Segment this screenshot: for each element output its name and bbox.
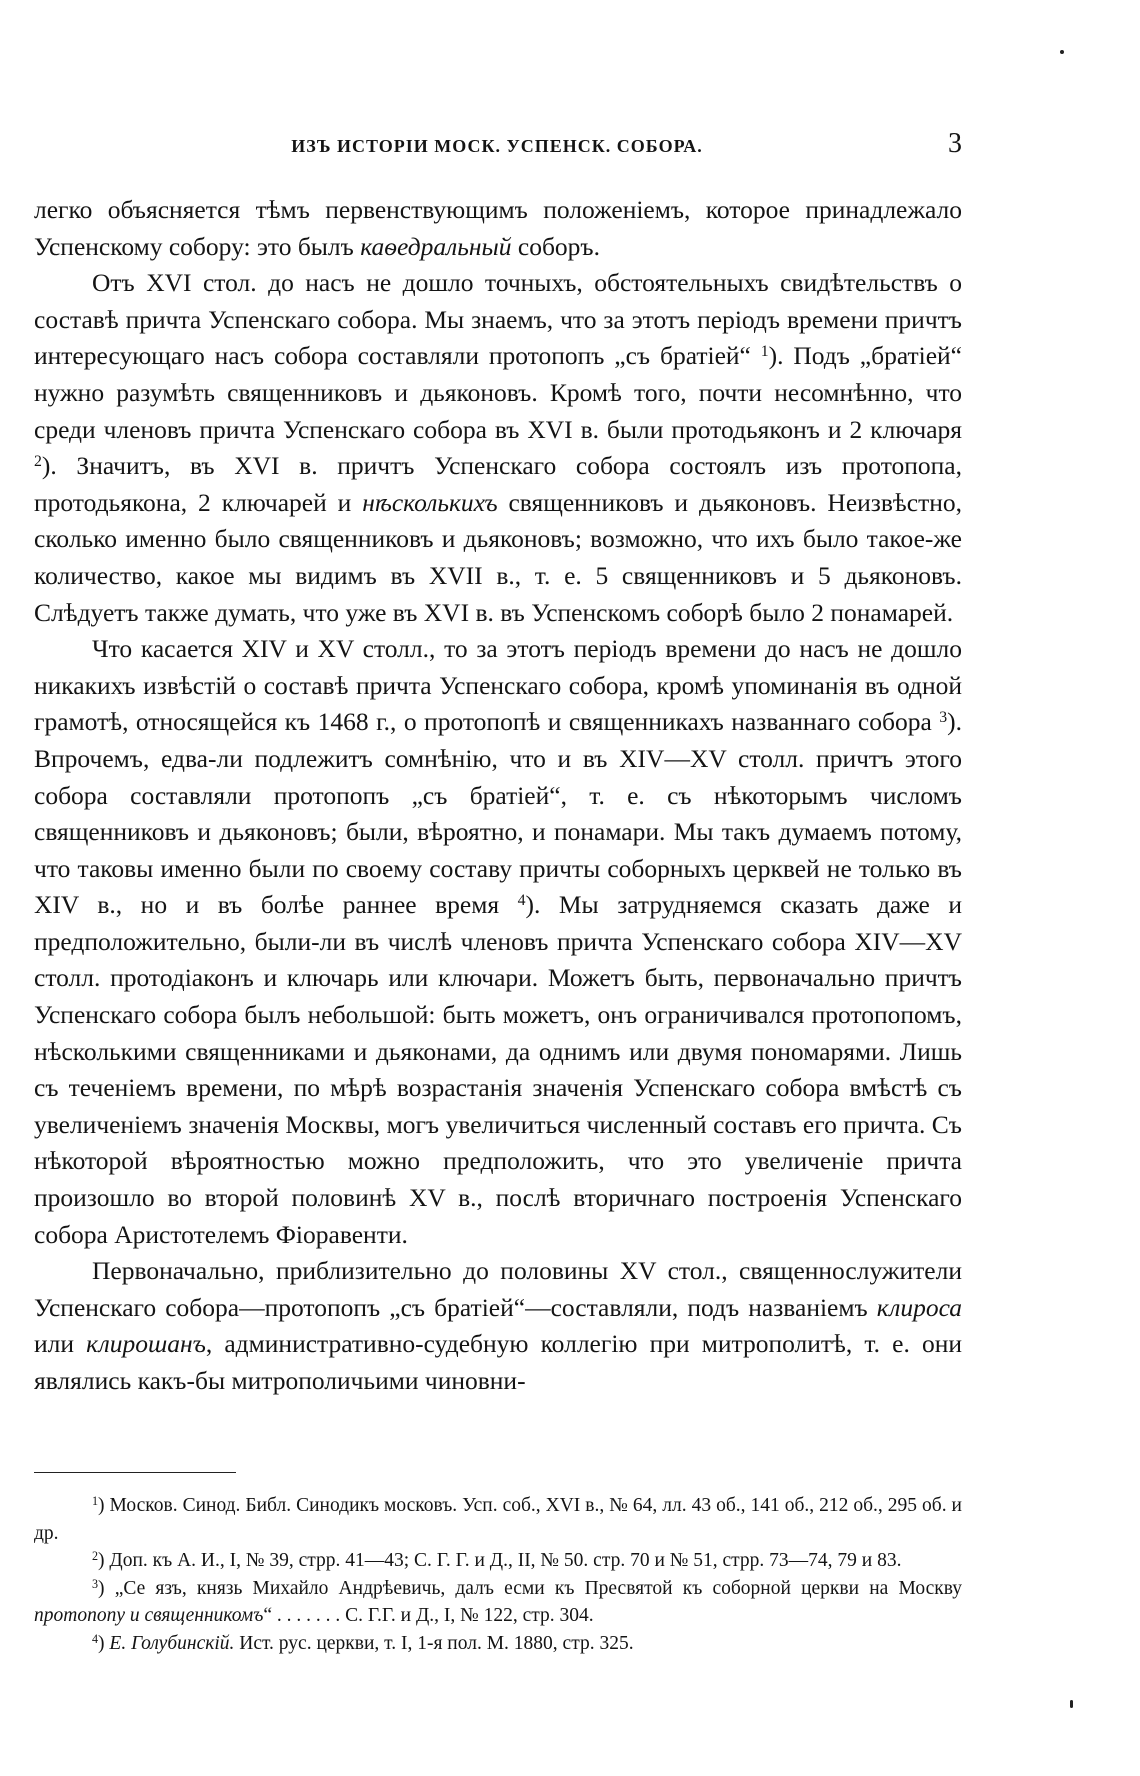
footnote-marker: 3 bbox=[92, 1576, 99, 1591]
text-run: соборъ. bbox=[511, 231, 600, 261]
text-run: или bbox=[34, 1329, 87, 1359]
footnote-marker: 2 bbox=[34, 453, 42, 471]
text-run: легко объясняется тѣмъ первенствующимъ положеніемъ, которое принадлежало Успенскому собору: это былъ bbox=[34, 195, 962, 261]
italic-text: протопопу и священникомъ bbox=[34, 1605, 264, 1626]
paragraph bbox=[34, 265, 962, 631]
italic-text: клирошанъ bbox=[86, 1329, 206, 1359]
footnote-text: ) Доп. къ А. И., I, № 39, стрр. 41—43; С. Г. Г. и Д., II, № 50. стр. 70 и № 51, стрр. 73—74, 79 и 83. bbox=[98, 1550, 902, 1571]
page-header bbox=[32, 128, 962, 166]
footnote-text: ) Москов. Синод. Библ. Синодикъ московъ. Усп. соб., XVI в., № 64, лл. 43 об., 141 об., 212 об., 295 об. и др. bbox=[34, 1495, 962, 1544]
footnote bbox=[34, 1492, 962, 1547]
footnote-marker: 2 bbox=[92, 1548, 99, 1563]
footnotes bbox=[34, 1492, 962, 1657]
text-run: ). Подъ „братіей“ нужно разумѣть священниковъ и дьяконовъ. Кромѣ того, почти несомнѣнно, что среди членовъ причта Успенскаго собора въ XVI в. были протодьяконъ и 2 ключаря bbox=[34, 341, 963, 444]
footnote-text: ) „Се язъ, князь Михайло Андрѣевичь, далъ есми къ Пресвятой къ соборной церкви на Москву bbox=[98, 1577, 962, 1599]
footnote bbox=[34, 1547, 962, 1575]
text-run: Что касается XIV и XV столл., то за этотъ періодъ времени до насъ не дошло никакихъ извѣстій о составѣ причта Успенскаго собора, кромѣ упоминанія въ одной грамотѣ, относящейся къ 1468 г., о протопопѣ и священникахъ названнаго собора bbox=[34, 634, 962, 737]
paragraph bbox=[34, 192, 962, 265]
italic-text: каѳедральный bbox=[360, 231, 512, 261]
text-run: Отъ XVI стол. до насъ не дошло точныхъ, обстоятельныхъ свидѣтельствъ о составѣ причта Успенскаго собора. Мы знаемъ, что за этотъ періодъ времени причтъ интересующаго насъ собора составляли протопопъ „съ братіей“ bbox=[34, 268, 962, 371]
footnote-text: “ . . . . . . . С. Г.Г. и Д., I, № 122, стр. 304. bbox=[263, 1605, 594, 1626]
footnote bbox=[34, 1575, 962, 1630]
main-text bbox=[34, 192, 962, 1400]
footnote bbox=[34, 1630, 962, 1658]
italic-text: нѣсколькихъ bbox=[362, 487, 498, 517]
text-run: ). Впрочемъ, едва-ли подлежитъ сомнѣнію, что и въ XIV—XV столл. причтъ этого собора составляли протопопъ „съ братіей“, т. е. съ нѣкоторымъ числомъ священниковъ и дьяконовъ; были, вѣроятно, и понамари. Мы такъ думаемъ потому, что таковы именно были по своему составу причты соборныхъ церквей не только въ XIV в., но и въ болѣе раннее время bbox=[34, 707, 962, 920]
italic-text: Е. Голубинскій. bbox=[109, 1632, 235, 1654]
paragraph bbox=[34, 631, 962, 1253]
footnote-marker: 1 bbox=[92, 1493, 99, 1508]
text-run: Первоначально, приблизительно до половины XV стол., священнослужители Успенскаго собора—протопопъ „съ братіей“—составляли, подъ названіемъ bbox=[34, 1256, 962, 1322]
text-run: ). Значитъ, въ XVI в. причтъ Успенскаго собора состоялъ изъ протопопа, протодьякона, 2 ключарей и bbox=[34, 451, 962, 517]
footnote-text: Ист. рус. церкви, т. I, 1-я пол. М. 1880, стр. 325. bbox=[234, 1632, 634, 1654]
italic-text: клироса bbox=[876, 1292, 962, 1322]
scan-speck bbox=[1070, 1700, 1073, 1708]
footnote-divider bbox=[34, 1472, 236, 1473]
page-number: 3 bbox=[948, 128, 962, 159]
footnote-marker: 4 bbox=[517, 892, 526, 910]
text-run: , административно-судебную коллегію при митрополитѣ, т. е. они являлись какъ-бы митрополичьими чиновни- bbox=[34, 1329, 962, 1395]
scan-speck bbox=[1060, 50, 1064, 54]
footnote-marker: 4 bbox=[92, 1631, 99, 1646]
text-run: ). Мы затрудняемся сказать даже и предположительно, были-ли въ числѣ членовъ причта Успенскаго собора XIV—XV столл. протодіаконъ и ключарь или ключари. Можетъ быть, первоначально причтъ Успенскаго собора былъ небольшой: быть можетъ, онъ ограничивался протопопомъ, нѣсколькими священниками и дьяконами, да однимъ или двумя пономарями. Лишь съ теченіемъ времени, по мѣрѣ возрастанія значенія Успенскаго собора вмѣстѣ съ увеличеніемъ значенія Москвы, могъ увеличиться численный составъ его причта. Съ нѣкоторой вѣроятностью можно предположить, что это увеличеніе причта произошло во второй половинѣ XV в., послѣ вторичнаго построенія Успенскаго собора Аристотелемъ Фіоравенти. bbox=[34, 890, 962, 1249]
footnote-text: ) bbox=[98, 1632, 110, 1654]
running-head: ИЗЪ ИСТОРІИ МОСК. УСПЕНСК. СОБОРА. bbox=[291, 136, 703, 156]
footnote-marker: 3 bbox=[939, 709, 948, 727]
paragraph bbox=[34, 1253, 962, 1399]
text-run: священниковъ и дьяконовъ. Неизвѣстно, сколько именно было священниковъ и дьяконовъ; возможно, что ихъ было такое-же количество, какое мы видимъ въ XVII в., т. е. 5 священниковъ и 5 дьяконовъ. Слѣдуетъ также думать, что уже въ XVI в. въ Успенскомъ соборѣ было 2 понамарей. bbox=[34, 487, 962, 627]
footnote-marker: 1 bbox=[760, 343, 769, 361]
